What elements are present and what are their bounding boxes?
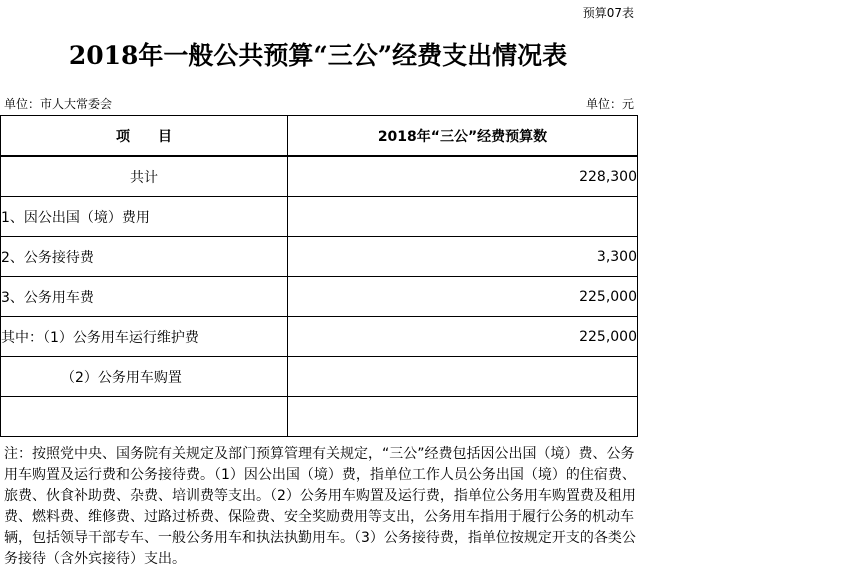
- unit-label: 单位：市人大常委会: [4, 97, 113, 111]
- row-item-label: 共计: [1, 156, 288, 197]
- table-row: [1, 237, 638, 277]
- table-row: [1, 277, 638, 317]
- currency-unit-label: 单位：元: [585, 97, 634, 111]
- column-header-amount: 2018年“三公”经费预算数: [288, 116, 638, 157]
- row-item-label: 3、公务用车费: [1, 277, 288, 317]
- table-row: [1, 197, 638, 237]
- row-amount: 228,300: [288, 156, 638, 197]
- row-amount: [288, 357, 638, 397]
- table-row-empty: [1, 397, 638, 437]
- row-item-label: （2）公务用车购置: [1, 357, 288, 397]
- row-item-label: 1、因公出国（境）费用: [1, 197, 288, 237]
- table-row: [1, 357, 638, 397]
- row-amount: 3,300: [288, 237, 638, 277]
- row-amount: 225,000: [288, 277, 638, 317]
- table-row: [1, 317, 638, 357]
- table-header-row: [1, 116, 638, 157]
- budget-table: [0, 115, 638, 437]
- row-amount: 225,000: [288, 317, 638, 357]
- row-amount: [288, 397, 638, 437]
- form-number: 预算07表: [582, 6, 634, 20]
- column-header-item: 项 目: [1, 116, 288, 157]
- row-item-label: [1, 397, 288, 437]
- row-item-label: 其中：（1）公务用车运行维护费: [1, 317, 288, 357]
- row-amount: [288, 197, 638, 237]
- table-row-total: [1, 156, 638, 197]
- row-item-label: 2、公务接待费: [1, 237, 288, 277]
- footnote: 注：按照党中央、国务院有关规定及部门预算管理有关规定，“三公”经费包括因公出国（境）费、公务用车购置及运行费和公务接待费。（1）因公出国（境）费，指单位工作人员公务出国（境）的住宿费、旅费、伙食补助费、杂费、培训费等支出。（2）公务用车购置及运行费，指单位公务用车购置费及租用费、燃料费、维修费、过路过桥费、保险费、安全奖励费用等支出，公务用车指用于履行公务的机动车辆，包括领导干部专车、一般公务用车和执法执勤用车。（3）公务接待费，指单位按规定开支的各类公务接待（含外宾接待）支出。: [4, 446, 636, 567]
- page-title: 2018年一般公共预算“三公”经费支出情况表: [68, 41, 568, 70]
